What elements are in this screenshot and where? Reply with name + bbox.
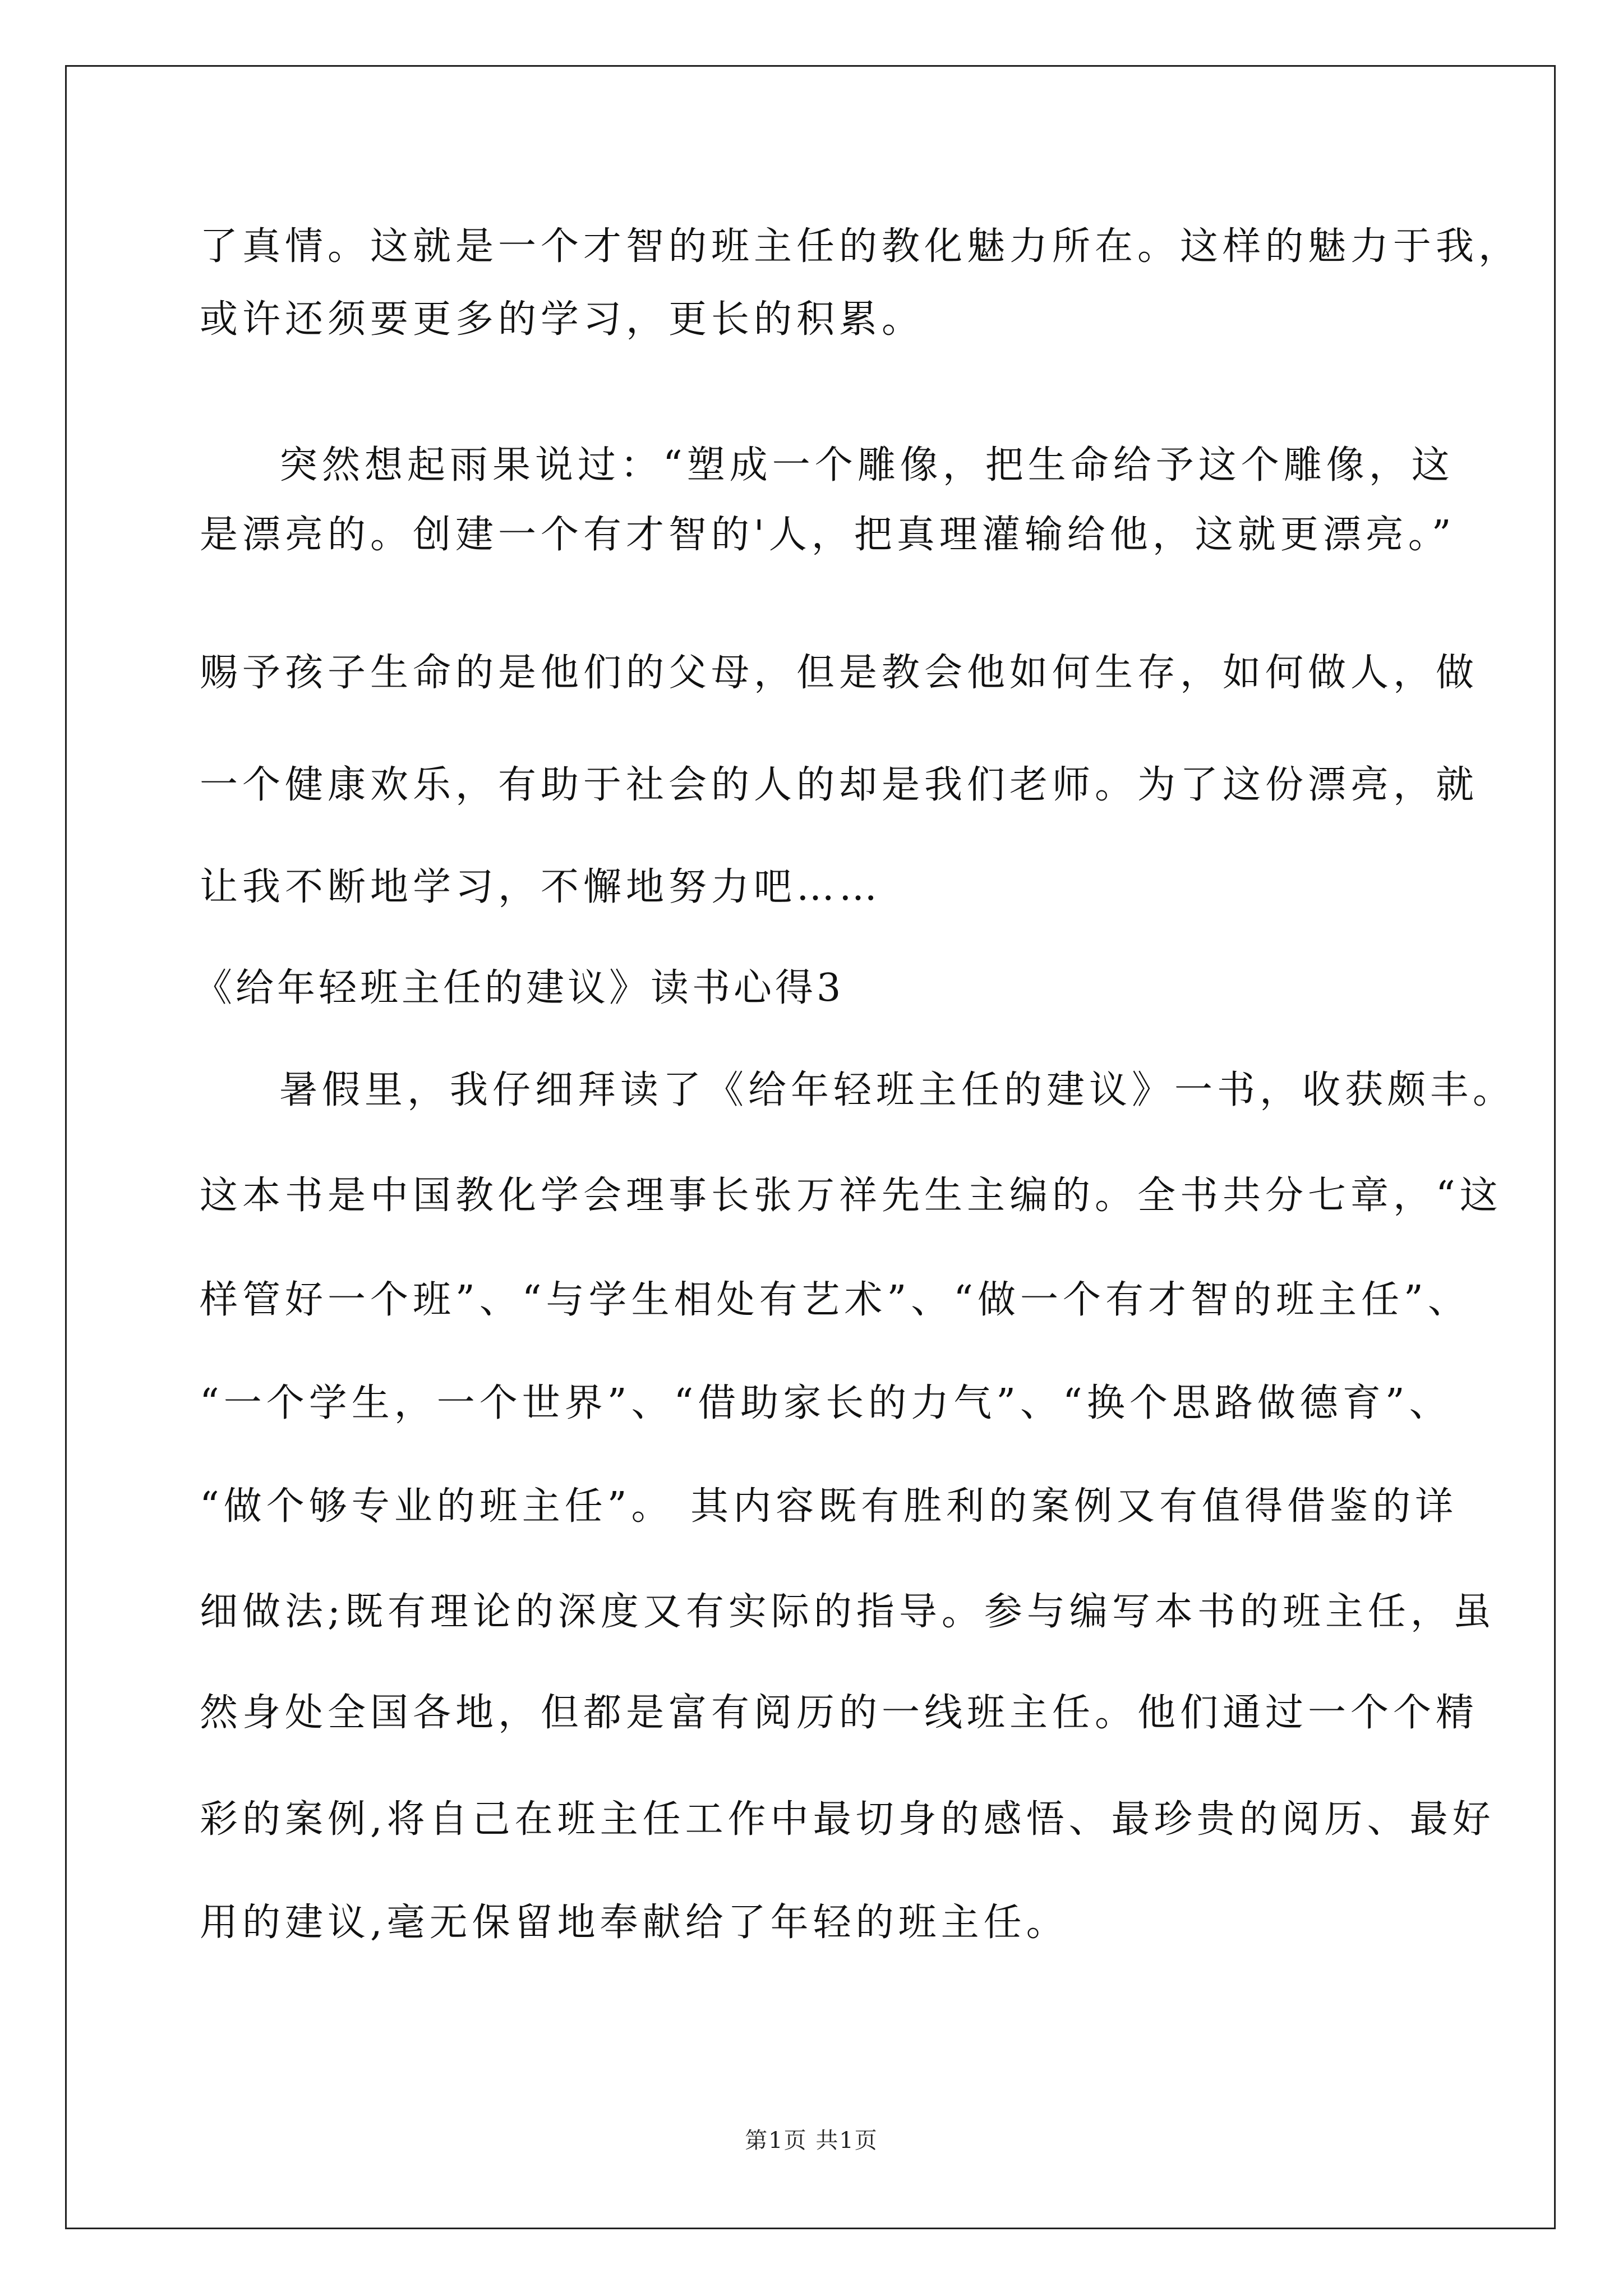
paragraph-line: 赐予孩子生命的是他们的父母，但是教会他如何生存，如何做人，做 bbox=[200, 651, 1479, 695]
paragraph-line: 或许还须要更多的学习，更长的积累。 bbox=[200, 297, 925, 342]
paragraph-line: 这本书是中国教化学会理事长张万祥先生主编的。全书共分七章，“这 bbox=[200, 1174, 1502, 1218]
paragraph-line: 样管好一个班”、“与学生相处有艺术”、“做一个有才智的班主任”、 bbox=[200, 1278, 1470, 1322]
page-number-footer: 第1页 共1页 bbox=[745, 2128, 878, 2154]
paragraph-line: 了真情。这就是一个才智的班主任的教化魅力所在。这样的魅力于我， bbox=[200, 224, 1521, 269]
paragraph-line: 细做法;既有理论的深度又有实际的指导。参与编写本书的班主任，虽 bbox=[200, 1590, 1496, 1634]
paragraph-line: 彩的案例,将自己在班主任工作中最切身的感悟、最珍贵的阅历、最好 bbox=[200, 1797, 1495, 1842]
paragraph-line: “做个够专业的班主任”。 其内容既有胜利的案例又有值得借鉴的详 bbox=[200, 1484, 1458, 1529]
paragraph-line: 让我不断地学习，不懈地努力吧…… bbox=[200, 865, 882, 909]
paragraph-line: 然身处全国各地，但都是富有阅历的一线班主任。他们通过一个个精 bbox=[200, 1691, 1479, 1735]
paragraph-line: 一个健康欢乐，有助于社会的人的却是我们老师。为了这份漂亮，就 bbox=[200, 763, 1479, 807]
paragraph-line: 用的建议,毫无保留地奉献给了年轻的班主任。 bbox=[200, 1901, 1069, 1945]
paragraph-line: 突然想起雨果说过：“塑成一个雕像，把生命给予这个雕像，这 bbox=[279, 443, 1454, 487]
paragraph-line: “一个学生，一个世界”、“借助家长的力气”、“换个思路做德育”、 bbox=[200, 1381, 1452, 1425]
section-heading: 《给年轻班主任的建议》读书心得3 bbox=[194, 966, 845, 1010]
paragraph-line: 是漂亮的。创建一个有才智的'人，把真理灌输给他，这就更漂亮。” bbox=[200, 513, 1456, 557]
paragraph-line: 暑假里，我仔细拜读了《给年轻班主任的建议》一书，收获颇丰。 bbox=[279, 1068, 1516, 1112]
